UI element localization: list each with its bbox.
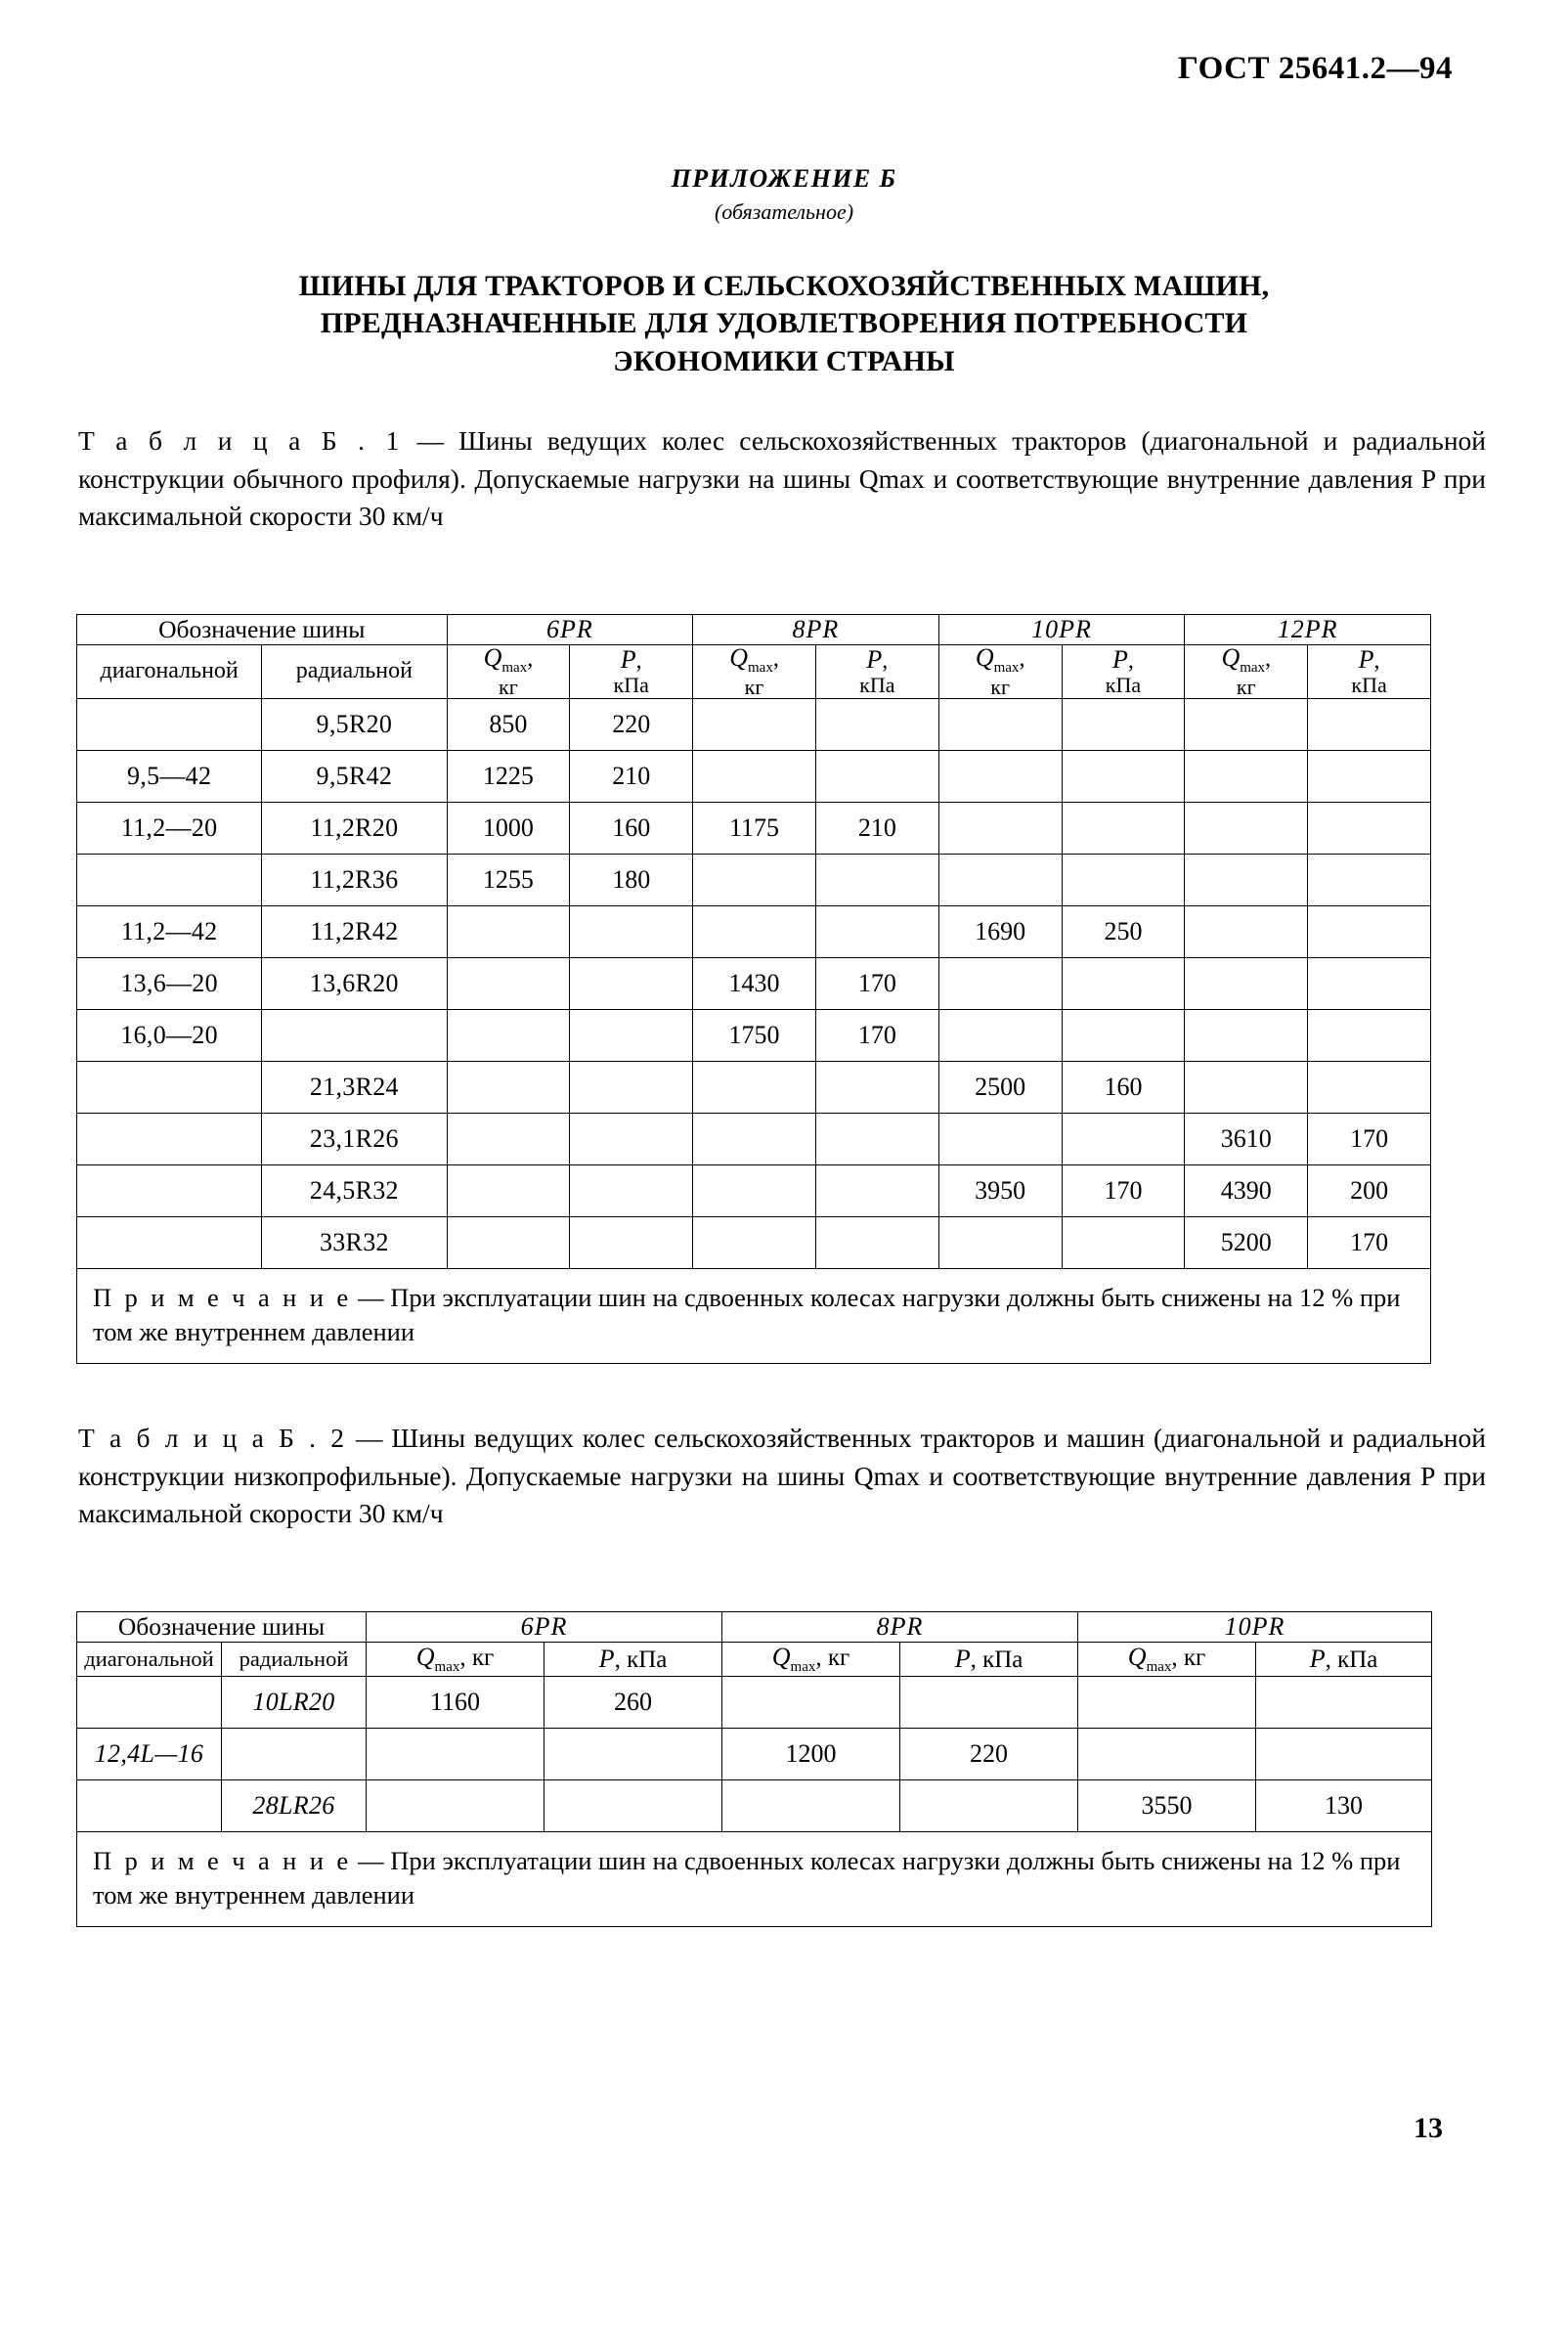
table-b1-subheader-radial: радиальной xyxy=(262,645,447,699)
cell-q-8pr xyxy=(693,1164,816,1216)
table-b2-caption-label: Т а б л и ц а Б . 2 xyxy=(78,1423,348,1453)
cell-diagonal: 11,2—42 xyxy=(77,905,262,957)
table-row xyxy=(77,1216,1431,1268)
table-row xyxy=(77,1164,1431,1216)
table-b2-subheader-p-10pr: P, кПа xyxy=(1256,1643,1432,1677)
table-b2-subheader-radial: радиальной xyxy=(222,1643,367,1677)
cell-q-6pr: 1255 xyxy=(447,854,570,905)
cell-q-10pr xyxy=(938,1113,1062,1164)
cell-diagonal xyxy=(77,1780,222,1832)
table-b2-note-row xyxy=(77,1832,1432,1927)
table-b1-note-text: — При эксплуатации шин на сдвоенных колесах нагрузки должны быть снижены на 12 % при том же внутреннем давлении xyxy=(93,1282,1401,1346)
cell-p-10pr xyxy=(1062,1009,1185,1061)
cell-p-12pr xyxy=(1308,905,1431,957)
cell-q-10pr xyxy=(938,802,1062,854)
cell-p-12pr xyxy=(1308,698,1431,750)
cell-p-6pr xyxy=(570,1164,693,1216)
cell-p-6pr xyxy=(570,1061,693,1113)
document-standard-number: ГОСТ 25641.2—94 xyxy=(1177,51,1453,86)
cell-radial: 11,2R36 xyxy=(262,854,447,905)
table-b1-group-header-8pr: 8PR xyxy=(693,615,939,645)
cell-q-8pr xyxy=(722,1677,900,1729)
cell-diagonal xyxy=(77,698,262,750)
cell-q-8pr xyxy=(693,1061,816,1113)
cell-p-10pr: 170 xyxy=(1062,1164,1185,1216)
table-b2-subheader-p-6pr: P, кПа xyxy=(544,1643,722,1677)
table-b1-note-row xyxy=(77,1268,1431,1363)
cell-p-10pr: 250 xyxy=(1062,905,1185,957)
table-b1-designation-header: Обозначение шины xyxy=(77,615,448,645)
cell-q-10pr: 1690 xyxy=(938,905,1062,957)
cell-p-12pr xyxy=(1308,1061,1431,1113)
cell-q-12pr: 5200 xyxy=(1185,1216,1308,1268)
table-b2-subheader-p-8pr: P, кПа xyxy=(900,1643,1078,1677)
cell-q-6pr xyxy=(447,905,570,957)
cell-p-12pr: 170 xyxy=(1308,1216,1431,1268)
cell-q-10pr xyxy=(938,1216,1062,1268)
table-b1-subheader-q-10pr: $Q_{max}$, кг xyxy=(938,645,1062,699)
table-b1-header-row-1 xyxy=(77,615,1431,645)
cell-q-10pr xyxy=(938,854,1062,905)
cell-radial xyxy=(222,1729,367,1780)
cell-q-12pr xyxy=(1185,802,1308,854)
cell-diagonal: 16,0—20 xyxy=(77,1009,262,1061)
cell-p-8pr xyxy=(815,1164,938,1216)
table-row xyxy=(77,905,1431,957)
cell-q-12pr xyxy=(1185,1009,1308,1061)
cell-radial: 13,6R20 xyxy=(262,957,447,1009)
table-b1-note-label: П р и м е ч а н и е xyxy=(93,1282,352,1312)
cell-q-10pr: 3950 xyxy=(938,1164,1062,1216)
appendix-label: ПРИЛОЖЕНИЕ Б xyxy=(671,164,897,193)
cell-p-10pr xyxy=(1062,957,1185,1009)
table-b2-caption xyxy=(78,1420,1486,1533)
cell-q-6pr xyxy=(367,1780,544,1832)
table-b2-group-header-8pr: 8PR xyxy=(722,1612,1078,1643)
cell-radial xyxy=(262,1009,447,1061)
cell-q-8pr xyxy=(693,905,816,957)
table-b2-subheader-q-10pr: $Q_{max}$, кг xyxy=(1078,1643,1256,1677)
table-row xyxy=(77,1729,1432,1780)
cell-radial: 11,2R20 xyxy=(262,802,447,854)
page-title xyxy=(86,268,1482,380)
table-b1-subheader-q-6pr: $Q_{max}$, кг xyxy=(447,645,570,699)
table-row xyxy=(77,1061,1431,1113)
table-b2-designation-header: Обозначение шины xyxy=(77,1612,367,1643)
cell-q-8pr: 1200 xyxy=(722,1729,900,1780)
table-b2-note xyxy=(77,1832,1432,1927)
table-b2-header-row-2 xyxy=(77,1643,1432,1677)
cell-p-12pr xyxy=(1308,750,1431,802)
cell-p-8pr xyxy=(815,1061,938,1113)
cell-p-6pr: 260 xyxy=(544,1677,722,1729)
cell-p-6pr: 210 xyxy=(570,750,693,802)
cell-diagonal xyxy=(77,1113,262,1164)
table-b1-subheader-p-12pr: P, кПа xyxy=(1308,645,1431,699)
cell-p-10pr xyxy=(1062,698,1185,750)
table-b2-group-header-6pr: 6PR xyxy=(367,1612,722,1643)
table-b1-group-header-12pr: 12PR xyxy=(1185,615,1431,645)
cell-q-10pr: 3550 xyxy=(1078,1780,1256,1832)
cell-p-8pr xyxy=(815,854,938,905)
table-b1-subheader-p-6pr: P, кПа xyxy=(570,645,693,699)
table-b2-wrapper xyxy=(76,1611,1431,1927)
cell-q-6pr: 1000 xyxy=(447,802,570,854)
page-number: 13 xyxy=(1414,2112,1443,2144)
cell-q-12pr xyxy=(1185,750,1308,802)
cell-p-8pr xyxy=(815,750,938,802)
table-b1-subheader-diagonal: диагональной xyxy=(77,645,262,699)
cell-q-8pr xyxy=(693,750,816,802)
table-row xyxy=(77,957,1431,1009)
table-row xyxy=(77,698,1431,750)
table-row xyxy=(77,854,1431,905)
cell-diagonal xyxy=(77,1677,222,1729)
cell-q-12pr: 3610 xyxy=(1185,1113,1308,1164)
cell-p-6pr: 180 xyxy=(570,854,693,905)
cell-q-10pr xyxy=(1078,1677,1256,1729)
cell-p-8pr xyxy=(815,905,938,957)
table-b2-subheader-q-6pr: $Q_{max}$, кг xyxy=(367,1643,544,1677)
cell-p-12pr xyxy=(1308,1009,1431,1061)
cell-q-12pr xyxy=(1185,698,1308,750)
cell-p-12pr xyxy=(1308,854,1431,905)
cell-p-10pr xyxy=(1256,1729,1432,1780)
cell-q-6pr xyxy=(447,1061,570,1113)
cell-q-6pr: 1160 xyxy=(367,1677,544,1729)
cell-q-6pr xyxy=(447,1216,570,1268)
cell-radial: 28LR26 xyxy=(222,1780,367,1832)
cell-radial: 23,1R26 xyxy=(262,1113,447,1164)
cell-q-12pr xyxy=(1185,854,1308,905)
table-b2-note-label: П р и м е ч а н и е xyxy=(93,1846,352,1875)
cell-p-12pr: 200 xyxy=(1308,1164,1431,1216)
cell-p-6pr xyxy=(570,1113,693,1164)
cell-p-10pr xyxy=(1062,1216,1185,1268)
cell-p-6pr: 220 xyxy=(570,698,693,750)
cell-diagonal: 13,6—20 xyxy=(77,957,262,1009)
cell-q-10pr: 2500 xyxy=(938,1061,1062,1113)
cell-p-8pr: 220 xyxy=(900,1729,1078,1780)
cell-p-12pr xyxy=(1308,957,1431,1009)
cell-radial: 9,5R42 xyxy=(262,750,447,802)
table-b1-subheader-p-8pr: P, кПа xyxy=(815,645,938,699)
cell-p-8pr xyxy=(900,1677,1078,1729)
appendix-heading xyxy=(0,164,1568,225)
table-b1-group-header-10pr: 10PR xyxy=(938,615,1185,645)
cell-q-12pr: 4390 xyxy=(1185,1164,1308,1216)
table-b1 xyxy=(76,614,1431,1364)
cell-q-10pr xyxy=(1078,1729,1256,1780)
cell-p-10pr xyxy=(1062,750,1185,802)
cell-diagonal xyxy=(77,854,262,905)
table-b2 xyxy=(76,1611,1432,1927)
cell-q-10pr xyxy=(938,957,1062,1009)
cell-q-6pr: 850 xyxy=(447,698,570,750)
table-b1-caption-label: Т а б л и ц а Б . 1 xyxy=(78,425,403,456)
cell-diagonal: 9,5—42 xyxy=(77,750,262,802)
cell-q-8pr xyxy=(693,854,816,905)
cell-q-6pr xyxy=(447,1164,570,1216)
cell-p-10pr: 160 xyxy=(1062,1061,1185,1113)
cell-p-6pr xyxy=(570,957,693,1009)
cell-p-10pr xyxy=(1062,802,1185,854)
table-row xyxy=(77,750,1431,802)
table-row xyxy=(77,1009,1431,1061)
cell-q-12pr xyxy=(1185,1061,1308,1113)
table-row xyxy=(77,1113,1431,1164)
table-b1-caption-text: — Шины ведущих колес сельскохозяйственных тракторов (диагональной и радиальной конструкции обычного профиля). Допускаемые нагрузки на шины Qmax и соответствующие внутренние давления P при максимальной скорости 30 км/ч xyxy=(78,425,1487,531)
cell-radial: 9,5R20 xyxy=(262,698,447,750)
table-b1-caption xyxy=(78,422,1486,536)
cell-radial: 10LR20 xyxy=(222,1677,367,1729)
cell-p-6pr: 160 xyxy=(570,802,693,854)
table-b1-group-header-6pr: 6PR xyxy=(447,615,693,645)
cell-radial: 33R32 xyxy=(262,1216,447,1268)
cell-diagonal xyxy=(77,1164,262,1216)
cell-diagonal: 11,2—20 xyxy=(77,802,262,854)
cell-p-6pr xyxy=(544,1780,722,1832)
cell-p-8pr xyxy=(815,698,938,750)
table-row xyxy=(77,1780,1432,1832)
cell-p-6pr xyxy=(544,1729,722,1780)
table-b1-wrapper xyxy=(76,614,1431,1364)
cell-p-6pr xyxy=(570,905,693,957)
appendix-status: (обязательное) xyxy=(714,199,854,224)
cell-diagonal xyxy=(77,1061,262,1113)
table-b1-subheader-p-10pr: P, кПа xyxy=(1062,645,1185,699)
table-b1-subheader-q-12pr: $Q_{max}$, кг xyxy=(1185,645,1308,699)
cell-q-6pr xyxy=(447,1113,570,1164)
cell-q-6pr xyxy=(367,1729,544,1780)
cell-p-10pr xyxy=(1062,1113,1185,1164)
cell-p-10pr xyxy=(1062,854,1185,905)
table-b1-body xyxy=(77,698,1431,1363)
cell-q-8pr: 1430 xyxy=(693,957,816,1009)
table-b2-body xyxy=(77,1677,1432,1927)
cell-q-8pr xyxy=(693,1113,816,1164)
table-row xyxy=(77,802,1431,854)
cell-p-6pr xyxy=(570,1009,693,1061)
cell-q-8pr: 1750 xyxy=(693,1009,816,1061)
table-b2-group-header-10pr: 10PR xyxy=(1078,1612,1432,1643)
cell-q-6pr xyxy=(447,1009,570,1061)
cell-q-10pr xyxy=(938,750,1062,802)
cell-p-8pr: 210 xyxy=(815,802,938,854)
cell-p-10pr: 130 xyxy=(1256,1780,1432,1832)
cell-diagonal xyxy=(77,1216,262,1268)
cell-q-8pr: 1175 xyxy=(693,802,816,854)
cell-p-12pr: 170 xyxy=(1308,1113,1431,1164)
table-b1-note xyxy=(77,1268,1431,1363)
page-title-line-2: ПРЕДНАЗНАЧЕННЫЕ ДЛЯ УДОВЛЕТВОРЕНИЯ ПОТРЕБНОСТИ xyxy=(320,307,1248,340)
cell-q-10pr xyxy=(938,1009,1062,1061)
table-b1-subheader-q-8pr: $Q_{max}$, кг xyxy=(693,645,816,699)
cell-radial: 24,5R32 xyxy=(262,1164,447,1216)
table-b2-subheader-diagonal: диагональной xyxy=(77,1643,222,1677)
cell-q-8pr xyxy=(693,698,816,750)
table-b2-header-row-1 xyxy=(77,1612,1432,1643)
cell-diagonal: 12,4L—16 xyxy=(77,1729,222,1780)
cell-radial: 11,2R42 xyxy=(262,905,447,957)
cell-q-6pr xyxy=(447,957,570,1009)
table-b2-caption-text: — Шины ведущих колес сельскохозяйственных тракторов и машин (диагональной и радиальной конструкции низкопрофильные). Допускаемые нагрузки на шины Qmax и соответствующие внутренние давления P при максимальной скорости 30 км/ч xyxy=(78,1423,1486,1528)
cell-p-6pr xyxy=(570,1216,693,1268)
cell-p-8pr xyxy=(815,1216,938,1268)
table-b1-header-row-2 xyxy=(77,645,1431,699)
cell-p-8pr xyxy=(900,1780,1078,1832)
cell-radial: 21,3R24 xyxy=(262,1061,447,1113)
cell-p-12pr xyxy=(1308,802,1431,854)
cell-q-8pr xyxy=(693,1216,816,1268)
page-title-line-3: ЭКОНОМИКИ СТРАНЫ xyxy=(613,344,955,377)
cell-p-8pr: 170 xyxy=(815,1009,938,1061)
cell-q-12pr xyxy=(1185,957,1308,1009)
table-row xyxy=(77,1677,1432,1729)
cell-q-12pr xyxy=(1185,905,1308,957)
table-b2-note-text: — При эксплуатации шин на сдвоенных колесах нагрузки должны быть снижены на 12 % при том же внутреннем давлении xyxy=(93,1846,1401,1910)
cell-p-8pr xyxy=(815,1113,938,1164)
cell-p-10pr xyxy=(1256,1677,1432,1729)
cell-q-8pr xyxy=(722,1780,900,1832)
table-b2-subheader-q-8pr: $Q_{max}$, кг xyxy=(722,1643,900,1677)
cell-p-8pr: 170 xyxy=(815,957,938,1009)
cell-q-6pr: 1225 xyxy=(447,750,570,802)
cell-q-10pr xyxy=(938,698,1062,750)
page-title-line-1: ШИНЫ ДЛЯ ТРАКТОРОВ И СЕЛЬСКОХОЗЯЙСТВЕННЫХ МАШИН, xyxy=(298,270,1270,302)
